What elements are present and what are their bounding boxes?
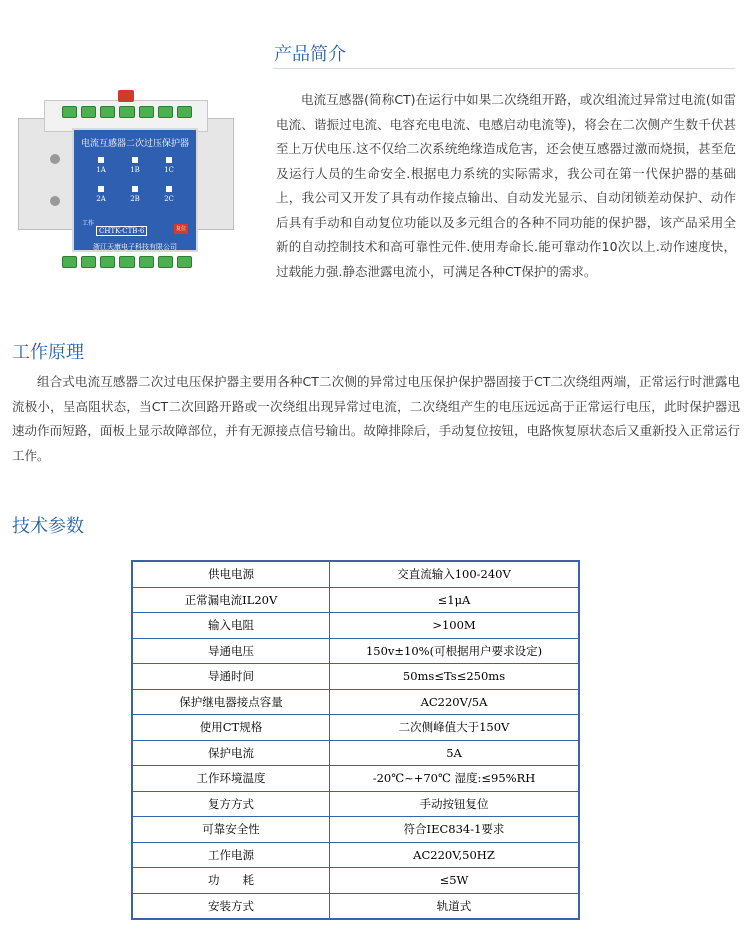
table-row: 导通时间 50ms≤Ts≤250ms xyxy=(132,664,579,690)
product-image xyxy=(14,70,236,280)
table-row: 供电电源 交直流输入100-240V xyxy=(132,561,579,587)
led-indicator: 2A xyxy=(84,186,118,203)
table-row: 安装方式 轨道式 xyxy=(132,893,579,919)
led-grid xyxy=(84,157,186,203)
table-row: 保护电流 5A xyxy=(132,740,579,766)
intro-divider xyxy=(273,68,735,69)
led-indicator: 2B xyxy=(118,186,152,203)
screw-icon xyxy=(50,154,60,164)
led-indicator: 1B xyxy=(118,157,152,174)
table-row: 使用CT规格 二次侧峰值大于150V xyxy=(132,715,579,741)
table-row: 保护继电器接点容量 AC220V/5A xyxy=(132,689,579,715)
table-row: 正常漏电流IL20V ≤1μA xyxy=(132,587,579,613)
intro-heading: 产品简介 xyxy=(274,44,346,65)
table-row: 复方方式 手动按钮复位 xyxy=(132,791,579,817)
led-indicator: 1C xyxy=(152,157,186,174)
principle-text: 组合式电流互感器二次过电压保护器主要用各种CT二次侧的异常过电压保护保护器固接于CT二次绕组两端，正常运行时泄露电流极小，呈高阻状态，当CT二次回路开路或一次绕组出现异常过电流，二次绕组产生的电压远远高于正常运行电压，此时保护器迅速动作而短路，面板上显示故障部位，并有无源接点信号输出。故障排除后，手动复位按钮，电路恢复原状态后又重新投入正常运行工作。 xyxy=(12,374,740,463)
company-label: 浙江天康电子科技有限公司 xyxy=(93,243,177,251)
table-row: 输入电阻 >100M xyxy=(132,613,579,639)
table-row: 可靠安全性 符合IEC834-1要求 xyxy=(132,817,579,843)
front-panel xyxy=(72,128,198,252)
led-indicator: 2C xyxy=(152,186,186,203)
top-terminals xyxy=(62,106,192,118)
screw-icon xyxy=(50,196,60,206)
table-row: 导通电压 150v±10%(可根据用户要求设定) xyxy=(132,638,579,664)
table-row: 功 耗 ≤5W xyxy=(132,868,579,894)
specs-table xyxy=(131,560,580,920)
work-label: 工作 xyxy=(82,220,95,227)
table-row: 工作环境温度 -20℃~+70℃ 湿度:≤95%RH xyxy=(132,766,579,792)
top-red-button xyxy=(118,90,134,102)
led-indicator: 1A xyxy=(84,157,118,174)
table-row: 工作电源 AC220V,50HZ xyxy=(132,842,579,868)
principle-heading: 工作原理 xyxy=(12,342,84,363)
model-label: CHTK-CTB-6 xyxy=(96,226,147,236)
reset-button: 复位 xyxy=(175,226,186,232)
panel-title: 电流互感器二次过压保护器 xyxy=(80,139,189,149)
intro-text: 电流互感器(简称CT)在运行中如果二次绕组开路，或次组流过异常过电流(如雷电流、谐振过电流、电容充电电流、电感启动电流等)，将会在二次侧产生数千伏甚至上万伏电压.这不仅给二次系统绝缘造成危害，还会使互感器过激而烧损，甚至危及运行人员的生命安全.根据电力系统的实际需求，我公司在第一代保护器的基础上，我公司又开发了具有动作接点输出、自动发光显示、自动闭锁差动保护、动作后具有手动和自动复位功能以及多元组合的各种不同功能的保护器，该产品采用全新的自动控制技术和高可靠性元件.使用寿命长.能可靠动作10次以上.动作速度快，过载能力强.静态泄露电流小，可满足各种CT保护的需求。 xyxy=(276,92,736,279)
bottom-terminals xyxy=(62,256,192,268)
specs-heading: 技术参数 xyxy=(12,516,84,537)
